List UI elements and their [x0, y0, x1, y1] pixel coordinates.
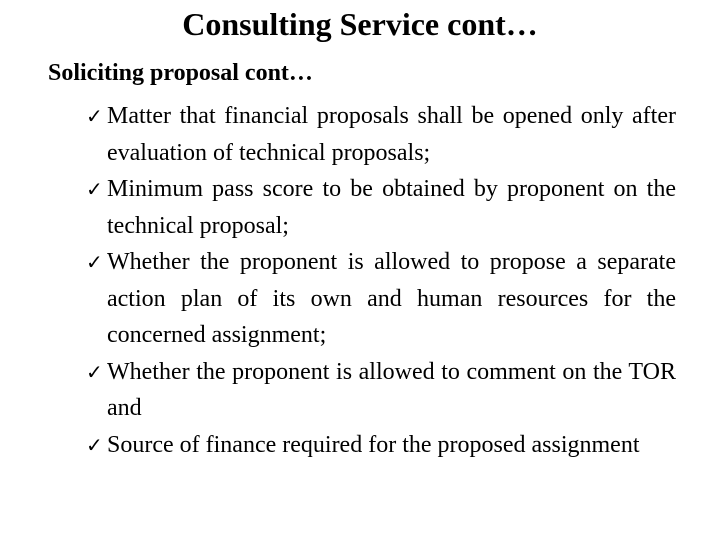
- bullet-text: Whether the proponent is allowed to propose a separate action plan of its own and human resources for the concerned assignment;: [107, 249, 676, 348]
- bullet-item: [86, 171, 676, 244]
- checkmark-icon: ✓: [86, 177, 103, 201]
- section-subheading: Soliciting proposal cont…: [48, 60, 313, 86]
- checkmark-icon: ✓: [86, 432, 103, 457]
- checkmark-icon: ✓: [86, 250, 103, 274]
- checkmark-icon: ✓: [86, 104, 103, 128]
- bullet-text: Minimum pass score to be obtained by proponent on the technical proposal;: [107, 176, 676, 239]
- slide-title: Consulting Service cont…: [182, 6, 538, 42]
- bullet-text: Matter that financial proposals shall be opened only after evaluation of technical proposals;: [107, 103, 676, 166]
- bullet-text: Whether the proponent is allowed to comment on the TOR and: [107, 358, 676, 421]
- bullet-text: Source of finance required for the proposed assignment: [107, 431, 640, 458]
- checkmark-icon: ✓: [86, 359, 103, 384]
- bullet-item: [86, 244, 676, 354]
- bullet-item: [86, 427, 676, 464]
- bullet-list: [86, 98, 676, 463]
- bullet-item: [86, 98, 676, 171]
- bullet-item: [86, 354, 676, 427]
